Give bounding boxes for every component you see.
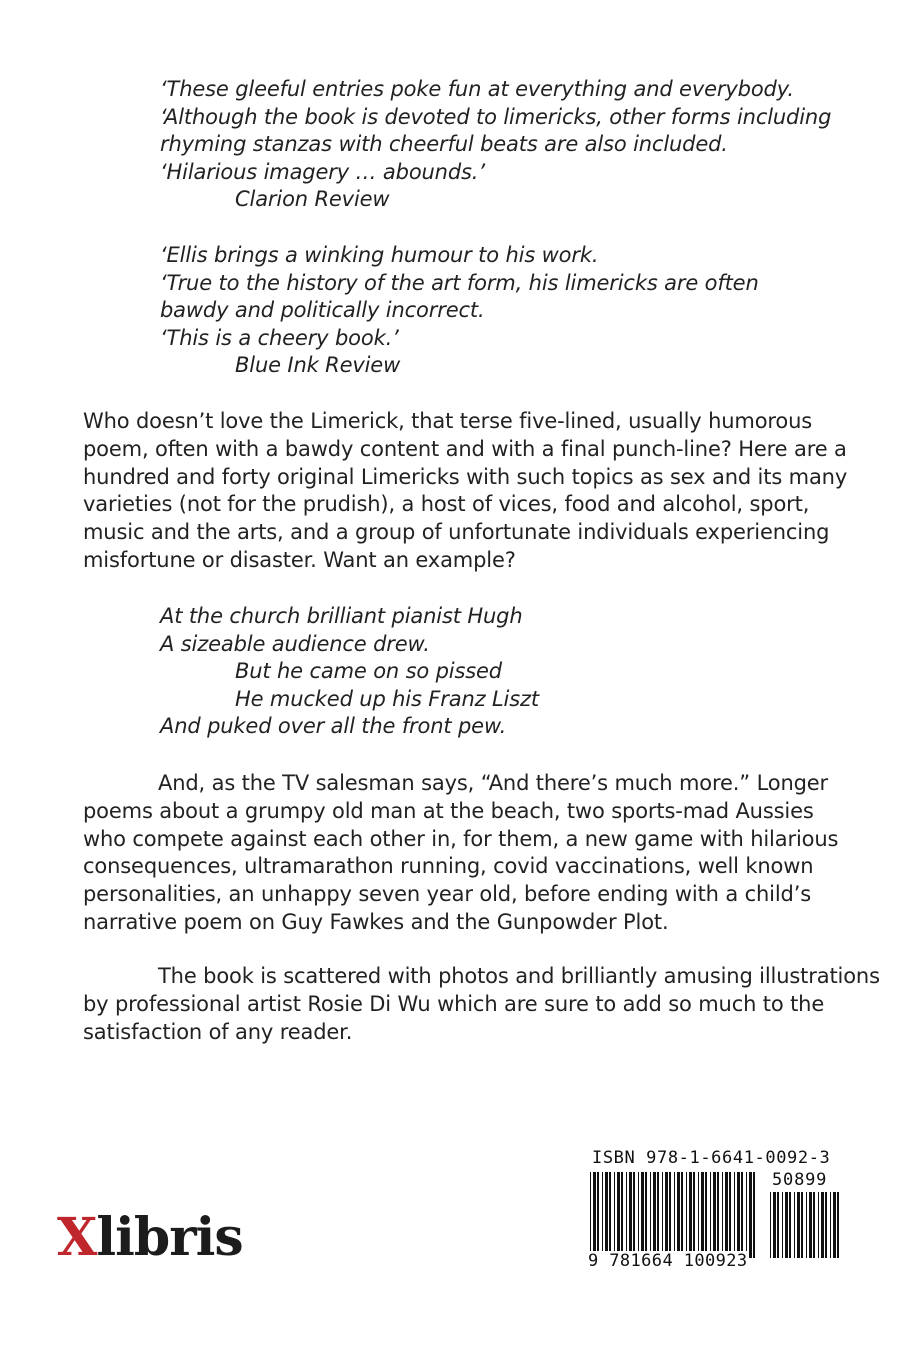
barcode-bar xyxy=(833,1192,836,1258)
review-source: Clarion Review xyxy=(235,187,390,212)
barcode-bar xyxy=(806,1192,807,1258)
barcode-bar xyxy=(686,1172,687,1258)
paragraph-line: hundred and forty original Limericks with such topics as sex and its many xyxy=(83,464,848,489)
barcode-bar xyxy=(638,1172,639,1258)
paragraph-line: satisfaction of any reader. xyxy=(83,1019,353,1044)
poem-line: But he came on so pissed xyxy=(235,659,502,684)
paragraph-line: The book is scattered with photos and brilliantly amusing illustrations xyxy=(158,964,880,988)
paragraph-line: poem, often with a bawdy content and with a final punch-line? Here are a xyxy=(83,436,847,461)
barcode-bar xyxy=(602,1172,603,1258)
barcode-bar xyxy=(705,1172,707,1258)
barcode-bar xyxy=(710,1172,711,1258)
xlibris-logo xyxy=(57,1207,243,1268)
barcode-bar xyxy=(713,1172,716,1258)
barcode-bar xyxy=(789,1192,791,1258)
barcode-bar xyxy=(770,1192,771,1258)
paragraph-line: And, as the TV salesman says, “And there’s much more.” Longer xyxy=(158,771,829,795)
barcode-bar xyxy=(729,1172,731,1258)
barcode-bar xyxy=(605,1172,608,1258)
barcode-bar xyxy=(785,1192,788,1258)
barcode-bar xyxy=(609,1172,611,1258)
barcode-bar xyxy=(645,1172,647,1258)
barcode-bar xyxy=(734,1172,735,1258)
barcode-bar xyxy=(825,1192,827,1258)
barcode-bar xyxy=(629,1172,632,1258)
logo-rest: libris xyxy=(96,1207,243,1268)
intro-paragraph xyxy=(83,408,848,575)
isbn-barcode xyxy=(588,1148,846,1271)
paragraph-line: who compete against each other in, for them, a new game with hilarious xyxy=(83,826,839,851)
barcode-bar xyxy=(657,1172,659,1258)
barcode-bar xyxy=(818,1192,819,1258)
addon-barcode-bars xyxy=(768,1192,844,1258)
barcode-bar xyxy=(662,1172,663,1258)
barcode-bar xyxy=(677,1172,680,1258)
price-code: 50899 xyxy=(772,1170,828,1190)
barcode-bar xyxy=(621,1172,623,1258)
barcode-bar xyxy=(746,1172,747,1258)
paragraph-line: by professional artist Rosie Di Wu which are sure to add so much to the xyxy=(83,991,825,1016)
barcode-bar xyxy=(749,1172,752,1258)
barcode-bar xyxy=(693,1172,695,1258)
barcode-bar xyxy=(614,1172,615,1258)
barcode-bar xyxy=(830,1192,831,1258)
example-limerick xyxy=(160,603,760,741)
barcode-bar xyxy=(782,1192,783,1258)
barcode-bar xyxy=(641,1172,644,1258)
logo-x: X xyxy=(57,1207,97,1268)
review-line: ‘This is a cheery book.’ xyxy=(160,325,399,350)
barcode-bar xyxy=(626,1172,627,1258)
paragraph-line: music and the arts, and a group of unfortunate individuals experiencing xyxy=(83,520,830,545)
barcode-bar xyxy=(681,1172,683,1258)
barcode-bar xyxy=(777,1192,779,1258)
review-line: ‘Although the book is devoted to limericks, other forms including xyxy=(160,104,832,129)
barcode-bar xyxy=(741,1172,743,1258)
ean-barcode-bars xyxy=(588,1172,760,1258)
review-line: bawdy and politically incorrect. xyxy=(160,298,485,323)
barcode-bar xyxy=(801,1192,803,1258)
review-line: ‘Ellis brings a winking humour to his work. xyxy=(160,243,599,267)
barcode-bar xyxy=(689,1172,692,1258)
barcode-bar xyxy=(821,1192,824,1258)
barcode-bar xyxy=(617,1172,620,1258)
poem-line: At the church brilliant pianist Hugh xyxy=(160,604,523,628)
paragraph-line: consequences, ultramarathon running, covid vaccinations, well known xyxy=(83,854,814,879)
poem-line: A sizeable audience drew. xyxy=(160,631,430,656)
review-line: ‘Hilarious imagery … abounds.’ xyxy=(160,159,485,184)
barcode-bar xyxy=(650,1172,651,1258)
barcode-bar xyxy=(773,1192,776,1258)
paragraph-line: poems about a grumpy old man at the beach, two sports-mad Aussies xyxy=(83,798,814,823)
barcode-bar xyxy=(633,1172,635,1258)
paragraph-line: varieties (not for the prudish), a host of vices, food and alcohol, sport, xyxy=(83,492,810,517)
paragraph-line: Who doesn’t love the Limerick, that terse five-lined, usually humorous xyxy=(83,409,813,433)
review-line: rhyming stanzas with cheerful beats are also included. xyxy=(160,132,728,157)
isbn-label: ISBN 978-1-6641-0092-3 xyxy=(592,1148,831,1168)
barcode-bar xyxy=(698,1172,699,1258)
barcode-bar xyxy=(737,1172,740,1258)
ean-digits: 9 781664 100923 xyxy=(588,1251,748,1271)
barcode-bar xyxy=(701,1172,704,1258)
barcode-bar xyxy=(725,1172,728,1258)
barcode-bar xyxy=(674,1172,675,1258)
poem-line: He mucked up his Franz Liszt xyxy=(235,686,539,711)
poem-line: And puked over all the front pew. xyxy=(160,714,507,739)
barcode-bar xyxy=(753,1172,755,1258)
barcode-bar xyxy=(809,1192,812,1258)
barcode-bar xyxy=(797,1192,800,1258)
barcode-bar xyxy=(593,1172,596,1258)
paragraph-line: misfortune or disaster. Want an example? xyxy=(83,547,516,572)
review-clarion xyxy=(160,76,860,214)
paragraph-line: personalities, an unhappy seven year old, before ending with a child’s xyxy=(83,882,812,907)
barcode-bar xyxy=(590,1172,591,1258)
barcode-bar xyxy=(669,1172,671,1258)
barcode-bar xyxy=(794,1192,795,1258)
review-blue-ink xyxy=(160,242,860,380)
barcode-bar xyxy=(597,1172,599,1258)
review-source: Blue Ink Review xyxy=(235,353,401,378)
barcode-bar xyxy=(653,1172,656,1258)
barcode-bar xyxy=(665,1172,668,1258)
barcode-bar xyxy=(717,1172,719,1258)
illustrations-paragraph xyxy=(83,963,880,1046)
review-line: ‘These gleeful entries poke fun at everything and everybody. xyxy=(160,77,794,101)
barcode-bar xyxy=(837,1192,839,1258)
barcode-bar xyxy=(722,1172,723,1258)
review-line: ‘True to the history of the art form, his limericks are often xyxy=(160,270,759,295)
barcode-bar xyxy=(813,1192,815,1258)
more-paragraph xyxy=(83,770,839,937)
paragraph-line: narrative poem on Guy Fawkes and the Gunpowder Plot. xyxy=(83,909,669,934)
